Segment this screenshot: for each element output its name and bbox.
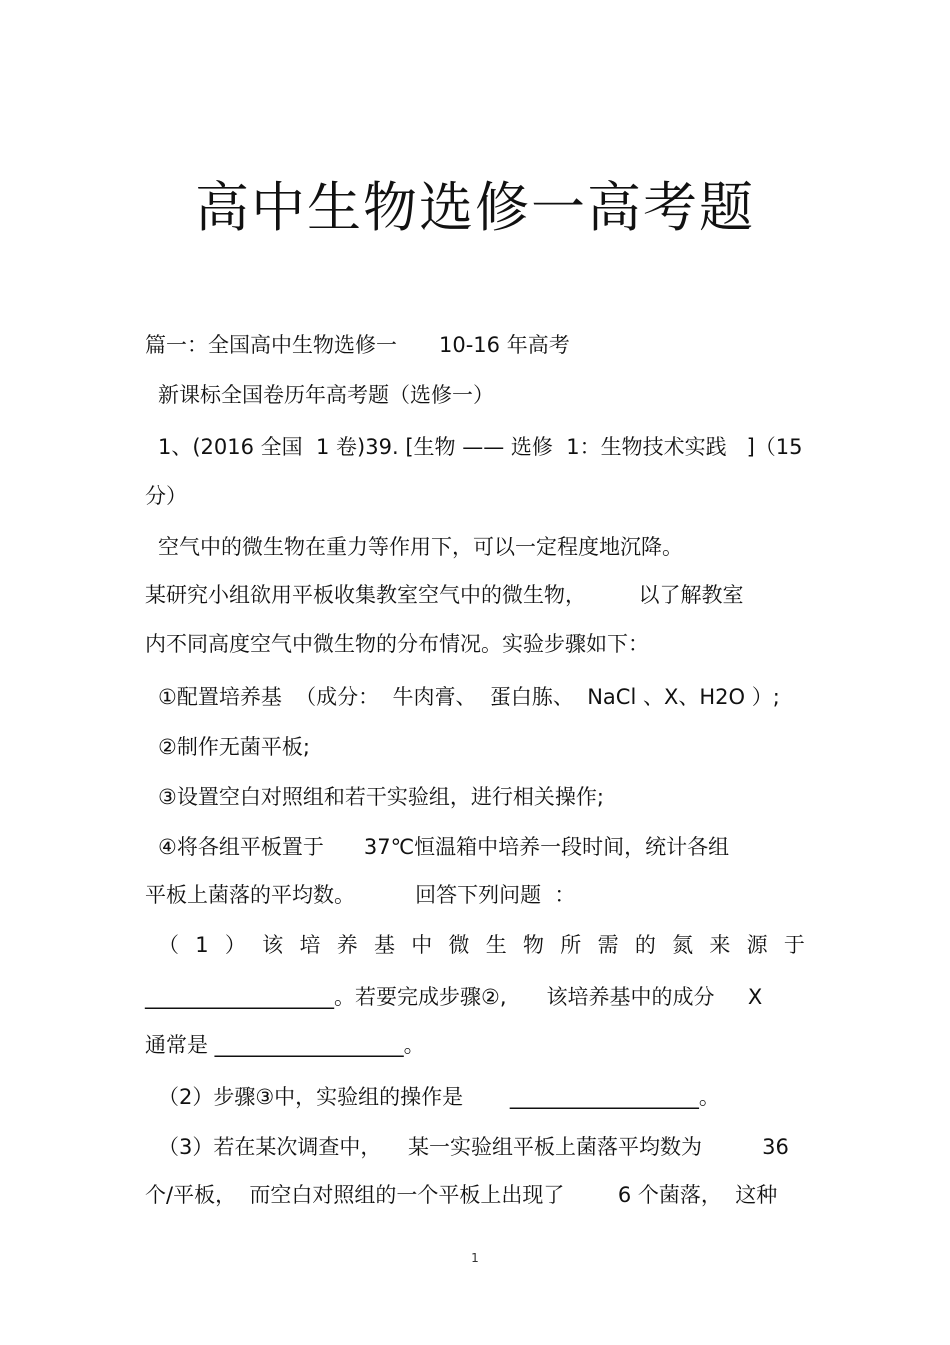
- justified-character: 来: [709, 933, 731, 957]
- paragraph-line: ③设置空白对照组和若干实验组，进行相关操作;: [158, 785, 604, 809]
- paragraph-line: 篇一：全国高中生物选修一 10-16 年高考: [145, 333, 570, 357]
- justified-character: （: [158, 933, 179, 957]
- paragraph-line: ④将各组平板置于 37℃恒温箱中培养一段时间，统计各组: [158, 835, 730, 859]
- justified-character: 1: [195, 933, 209, 957]
- justified-character: 物: [523, 933, 545, 957]
- paragraph-line: 通常是 __________________。: [145, 1033, 425, 1057]
- paragraph-line: ②制作无菌平板;: [158, 735, 310, 759]
- justified-character: 养: [336, 933, 358, 957]
- justified-character: 生: [485, 933, 507, 957]
- justified-character: 源: [746, 933, 768, 957]
- paragraph-line: 1、(2016 全国 1 卷)39. [生物 —— 选修 1：生物技术实践 ]（15: [158, 435, 803, 459]
- paragraph-line: 个/平板， 而空白对照组的一个平板上出现了 6 个菌落， 这种: [145, 1183, 778, 1207]
- paragraph-line: 空气中的微生物在重力等作用下，可以一定程度地沉降。: [158, 535, 683, 559]
- justified-character: 的: [634, 933, 656, 957]
- paragraph-line: 内不同高度空气中微生物的分布情况。实验步骤如下：: [145, 632, 649, 656]
- justified-character: 微: [448, 933, 470, 957]
- justified-character: 于: [783, 933, 805, 957]
- paragraph-line: （3）若在某次调查中， 某一实验组平板上菌落平均数为 36: [158, 1135, 789, 1159]
- paragraph-line: ①配置培养基 （成分： 牛肉膏、 蛋白胨、 NaCl 、X、H2O ）;: [158, 685, 780, 709]
- justified-character: 需: [597, 933, 619, 957]
- justified-question-line: [158, 930, 805, 960]
- paragraph-line: 某研究小组欲用平板收集教室空气中的微生物， 以了解教室: [145, 583, 744, 607]
- justified-character: ）: [224, 933, 246, 957]
- paragraph-line: __________________。若要完成步骤②, 该培养基中的成分 X: [145, 985, 763, 1009]
- justified-character: 基: [373, 933, 395, 957]
- page-title: 高中生物选修一高考题: [195, 176, 755, 239]
- paragraph-line: （2）步骤③中，实验组的操作是 __________________。: [158, 1085, 720, 1109]
- paragraph-line: 分）: [145, 484, 187, 508]
- justified-character: 培: [299, 933, 321, 957]
- justified-character: 所: [560, 933, 582, 957]
- justified-character: 氮: [672, 933, 694, 957]
- paragraph-line: 平板上菌落的平均数。 回答下列问题 ：: [145, 883, 576, 907]
- justified-character: 中: [411, 933, 433, 957]
- justified-character: 该: [262, 933, 284, 957]
- paragraph-line: 新课标全国卷历年高考题（选修一）: [158, 383, 494, 407]
- page-number: 1: [471, 1251, 479, 1265]
